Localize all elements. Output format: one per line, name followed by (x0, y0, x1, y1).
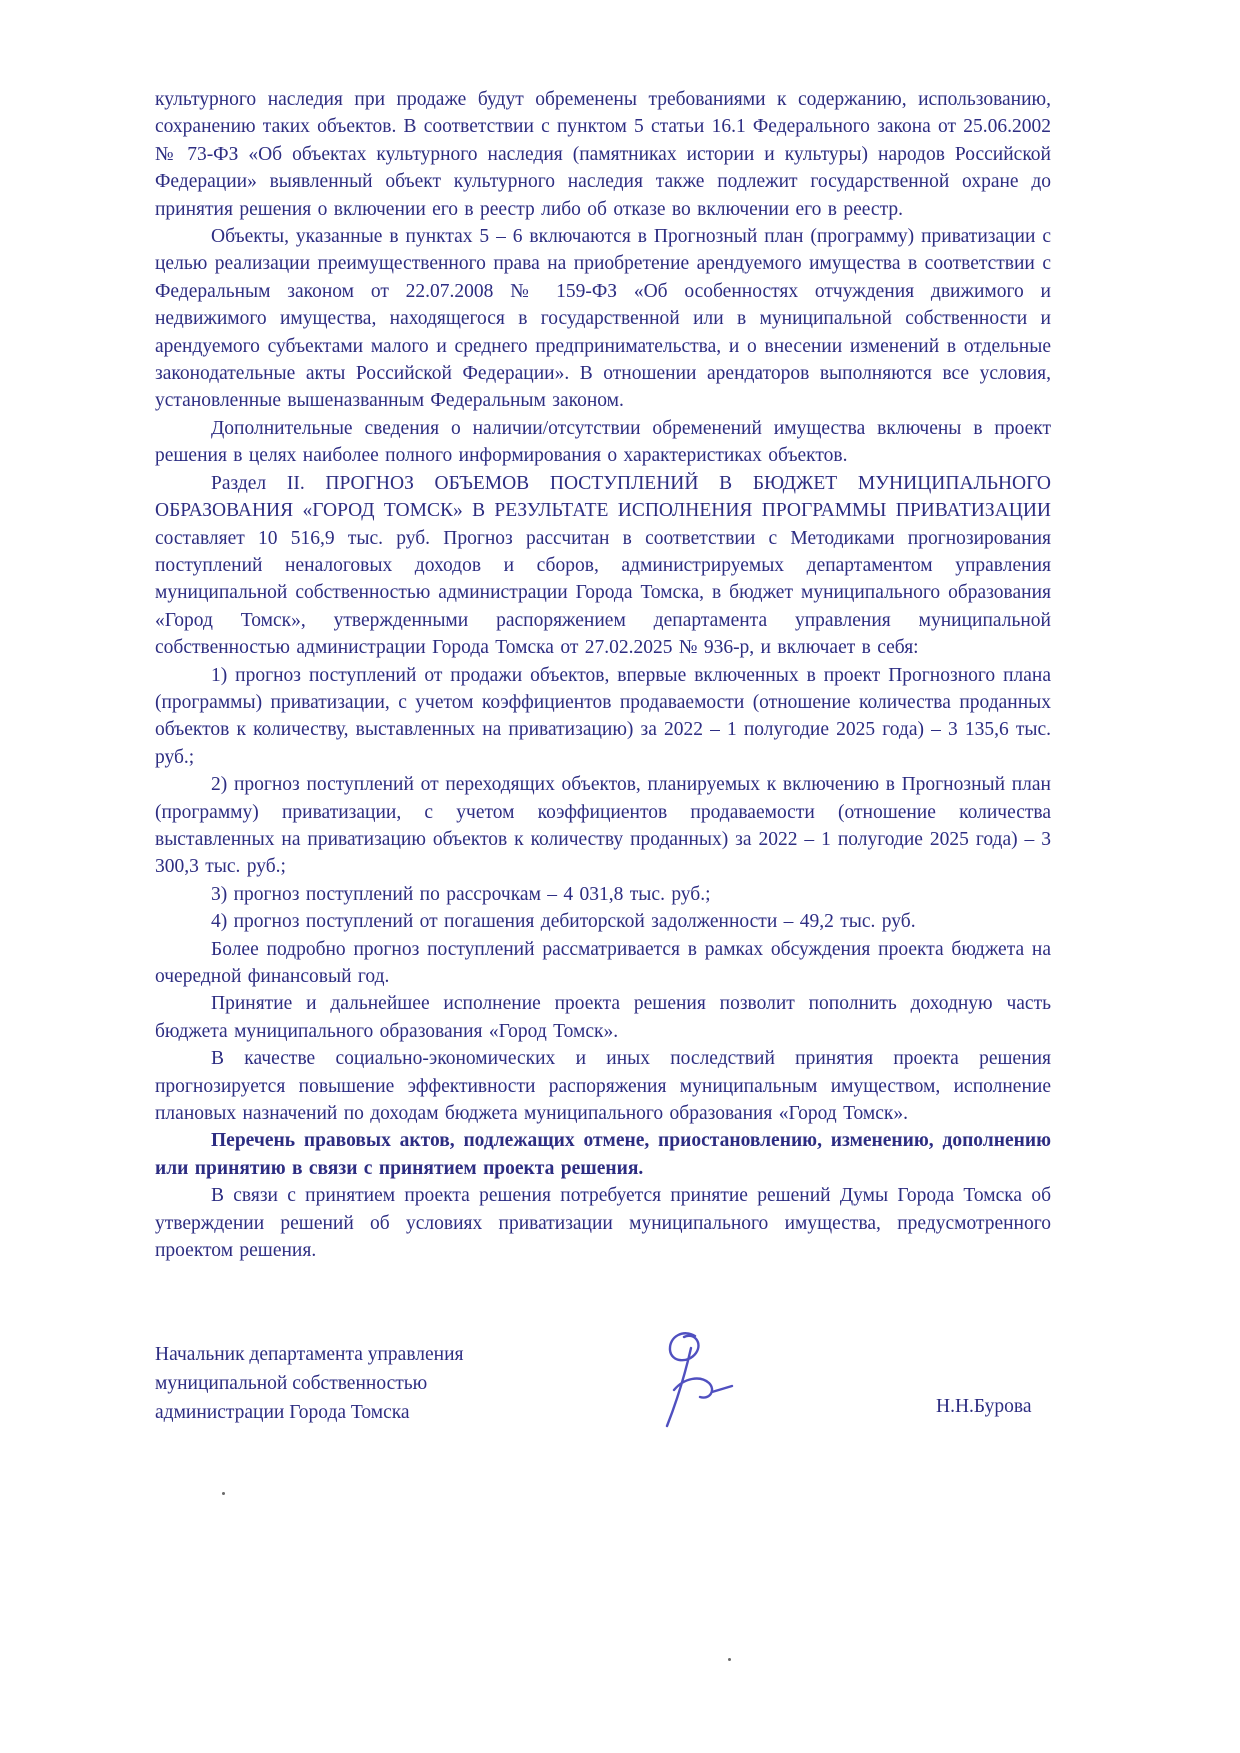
paragraph: Объекты, указанные в пунктах 5 – 6 включаются в Прогнозный план (программу) приватизации с целью реализации преимущественного права на приобретение арендуемого имущества в соответствии с Федеральным законом от 22.07.2008 № 159-ФЗ «Об особенностях отчуждения движимого и недвижимого имущества, находящегося в государственной или в муниципальной собственности и арендуемого субъектами малого и среднего предпринимательства, и о внесении изменений в отдельные законодательные акты Российской Федерации». В отношении арендаторов выполняются все условия, установленные вышеназванным Федеральным законом. (155, 226, 1051, 412)
signatory-position-line: Начальник департамента управления (155, 1344, 464, 1365)
paragraph: В качестве социально-экономических и иных последствий принятия проекта решения прогнозируется повышение эффективности распоряжения муниципальным имуществом, исполнение плановых назначений по доходам бюджета муниципального образования «Город Томск». (155, 1048, 1051, 1125)
scan-speck (728, 1658, 731, 1661)
document-body (155, 86, 1051, 1264)
paragraph-list-item-1: 1) прогноз поступлений от продажи объектов, впервые включенных в проект Прогнозного плана (программы) приватизации, с учетом коэффициентов продаваемости (отношение количества проданных объектов к количеству, выставленных на приватизацию) за 2022 – 1 полугодие 2025 года) – 3 135,6 тыс. руб.; (155, 664, 1051, 768)
scan-speck (222, 1492, 225, 1495)
paragraph-list-item-3: 3) прогноз поступлений по рассрочкам – 4 031,8 тыс. руб.; (211, 883, 711, 905)
signatory-position (155, 1340, 464, 1427)
paragraph-bold-heading: Перечень правовых актов, подлежащих отмене, приостановлению, изменению, дополнению или принятию в связи с принятием проекта решения. (155, 1130, 1051, 1179)
signatory-position-line: муниципальной собственностью (155, 1373, 428, 1394)
paragraph: В связи с принятием проекта решения потребуется принятие решений Думы Города Томска об утверждении решений об условиях приватизации муниципального имущества, предусмотренного проектом решения. (155, 1185, 1051, 1262)
paragraph-continuation: культурного наследия при продаже будут обременены требованиями к содержанию, использованию, сохранению таких объектов. В соответствии с пунктом 5 статьи 16.1 Федерального закона от 25.06.2002 № 73-ФЗ «Об объектах культурного наследия (памятниках истории и культуры) народов Российской Федерации» выявленный объект культурного наследия также подлежит государственной охране до принятия решения о включении его в реестр либо об отказе во включении его в реестр. (155, 89, 1051, 220)
paragraph: Дополнительные сведения о наличии/отсутствии обременений имущества включены в проект решения в целях наиболее полного информирования о характеристиках объектов. (155, 417, 1051, 467)
paragraph-section-2-heading: Раздел II. ПРОГНОЗ ОБЪЕМОВ ПОСТУПЛЕНИЙ В БЮДЖЕТ МУНИЦИПАЛЬНОГО ОБРАЗОВАНИЯ «ГОРОД ТОМСК» В РЕЗУЛЬТАТЕ ИСПОЛНЕНИЯ ПРОГРАММЫ ПРИВАТИЗАЦИИ составляет 10 516,9 тыс. руб. Прогноз рассчитан в соответствии с Методиками прогнозирования поступлений неналоговых доходов и сборов, администрируемых департаментом управления муниципальной собственностью администрации Города Томска, в бюджет муниципального образования «Город Томск», утвержденными распоряжением департамента управления муниципальной собственностью администрации Города Томска от 27.02.2025 № 936-р, и включает в себя: (155, 472, 1051, 659)
handwritten-signature (632, 1326, 744, 1434)
paragraph-list-item-4: 4) прогноз поступлений от погашения дебиторской задолженности – 49,2 тыс. руб. (211, 911, 916, 933)
signatory-name: Н.Н.Бурова (936, 1396, 1032, 1417)
paragraph-list-item-2: 2) прогноз поступлений от переходящих объектов, планируемых к включению в Прогнозный план (программу) приватизации, с учетом коэффициентов продаваемости (отношение количества выставленных на приватизацию объектов к количеству проданных) за 2022 – 1 полугодие 2025 года) – 3 300,3 тыс. руб.; (155, 774, 1051, 878)
signatory-position-line: администрации Города Томска (155, 1402, 410, 1423)
paragraph: Более подробно прогноз поступлений рассматривается в рамках обсуждения проекта бюджета на очередной финансовый год. (155, 938, 1051, 987)
paragraph: Принятие и дальнейшее исполнение проекта решения позволит пополнить доходную часть бюджета муниципального образования «Город Томск». (155, 993, 1051, 1042)
